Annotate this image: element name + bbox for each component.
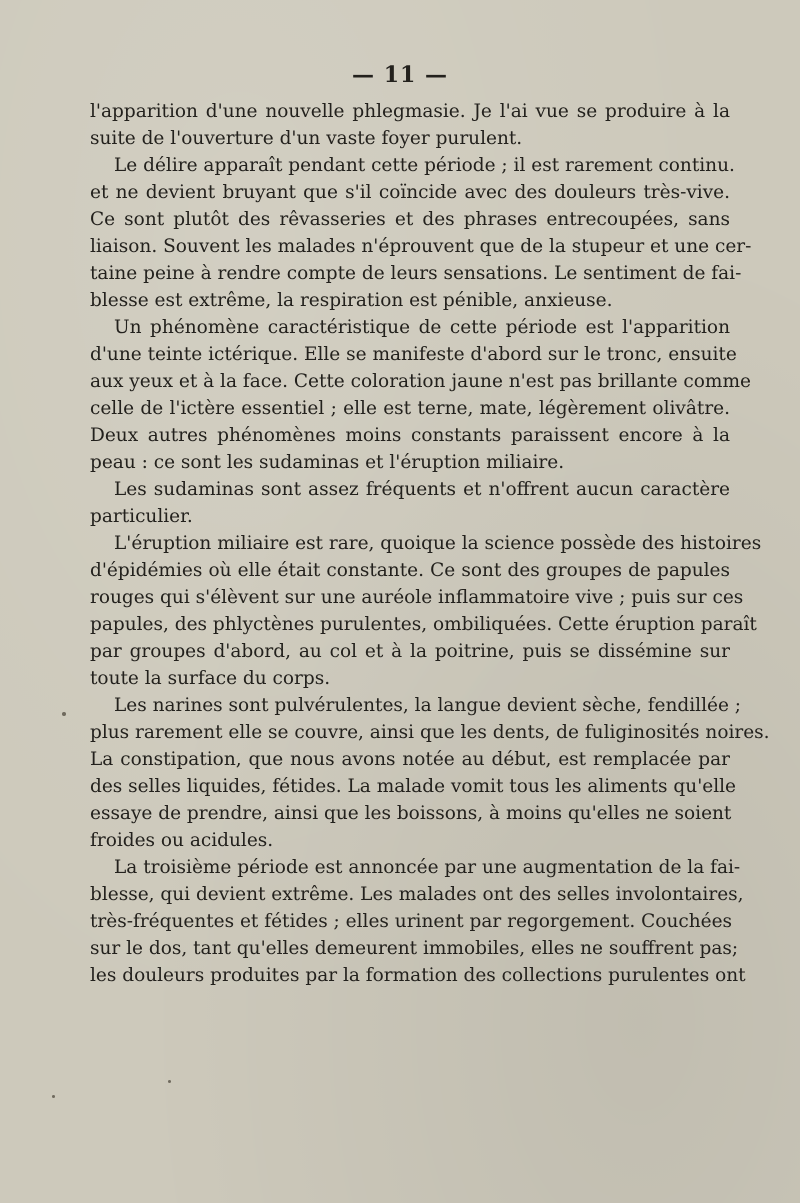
text-line: Deux autres phénomènes moins constants paraissent encore à la [90, 425, 730, 446]
paragraph-start-line: Les narines sont pulvérulentes, la langue devient sèche, fendillée ; [114, 695, 742, 716]
text-line: rouges qui s'élèvent sur une auréole inflammatoire vive ; puis sur ces [90, 587, 744, 608]
text-line: l'apparition d'une nouvelle phlegmasie. Je l'ai vue se produire à la [90, 101, 730, 122]
page-number: — 11 — [352, 62, 448, 88]
text-line: plus rarement elle se couvre, ainsi que les dents, de fuliginosités noires. [90, 722, 770, 743]
paper-speck [62, 712, 66, 716]
text-line: par groupes d'abord, au col et à la poitrine, puis se dissémine sur [90, 641, 730, 662]
text-line: très-fréquentes et fétides ; elles urinent par regorgement. Couchées [90, 911, 733, 932]
text-line: les douleurs produites par la formation des collections purulentes ont [90, 965, 746, 986]
text-line: blesse, qui devient extrême. Les malades ont des selles involontaires, [90, 884, 744, 905]
text-line: froides ou acidules. [90, 830, 274, 851]
paragraph-start-line: L'éruption miliaire est rare, quoique la science possède des histoires [114, 533, 762, 554]
text-line: aux yeux et à la face. Cette coloration jaune n'est pas brillante comme [90, 371, 751, 392]
body-text [90, 98, 770, 989]
text-line: liaison. Souvent les malades n'éprouvent que de la stupeur et une cer- [90, 236, 752, 257]
text-line: d'épidémies où elle était constante. Ce sont des groupes de papules [90, 560, 730, 581]
text-line: essaye de prendre, ainsi que les boissons, à moins qu'elles ne soient [90, 803, 732, 824]
text-line: taine peine à rendre compte de leurs sensations. Le sentiment de fai- [90, 263, 742, 284]
paragraph-start-line: La troisième période est annoncée par une augmentation de la fai- [114, 857, 741, 878]
paragraph-start-line: Les sudaminas sont assez fréquents et n'offrent aucun caractère [114, 479, 730, 500]
paragraph-start-line: Un phénomène caractéristique de cette période est l'apparition [114, 317, 730, 338]
paper-speck [168, 1080, 171, 1083]
text-line: d'une teinte ictérique. Elle se manifeste d'abord sur le tronc, ensuite [90, 344, 737, 365]
text-line: La constipation, que nous avons notée au début, est remplacée par [90, 749, 730, 770]
text-line: papules, des phlyctènes purulentes, ombiliquées. Cette éruption paraît [90, 614, 757, 635]
text-line: peau : ce sont les sudaminas et l'éruption miliaire. [90, 452, 565, 473]
text-line: toute la surface du corps. [90, 668, 331, 689]
text-line: Ce sont plutôt des rêvasseries et des phrases entrecoupées, sans [90, 209, 730, 230]
text-line: des selles liquides, fétides. La malade vomit tous les aliments qu'elle [90, 776, 737, 797]
paper-speck [52, 1095, 55, 1098]
text-line: suite de l'ouverture d'un vaste foyer purulent. [90, 128, 523, 149]
text-line: particulier. [90, 506, 193, 527]
text-line: blesse est extrême, la respiration est pénible, anxieuse. [90, 290, 613, 311]
text-line: celle de l'ictère essentiel ; elle est terne, mate, légèrement olivâtre. [90, 398, 730, 419]
text-line: sur le dos, tant qu'elles demeurent immobiles, elles ne souffrent pas; [90, 938, 739, 959]
text-line: et ne devient bruyant que s'il coïncide avec des douleurs très-vive. [90, 182, 730, 203]
paragraph-start-line: Le délire apparaît pendant cette période ; il est rarement continu. [114, 155, 735, 176]
